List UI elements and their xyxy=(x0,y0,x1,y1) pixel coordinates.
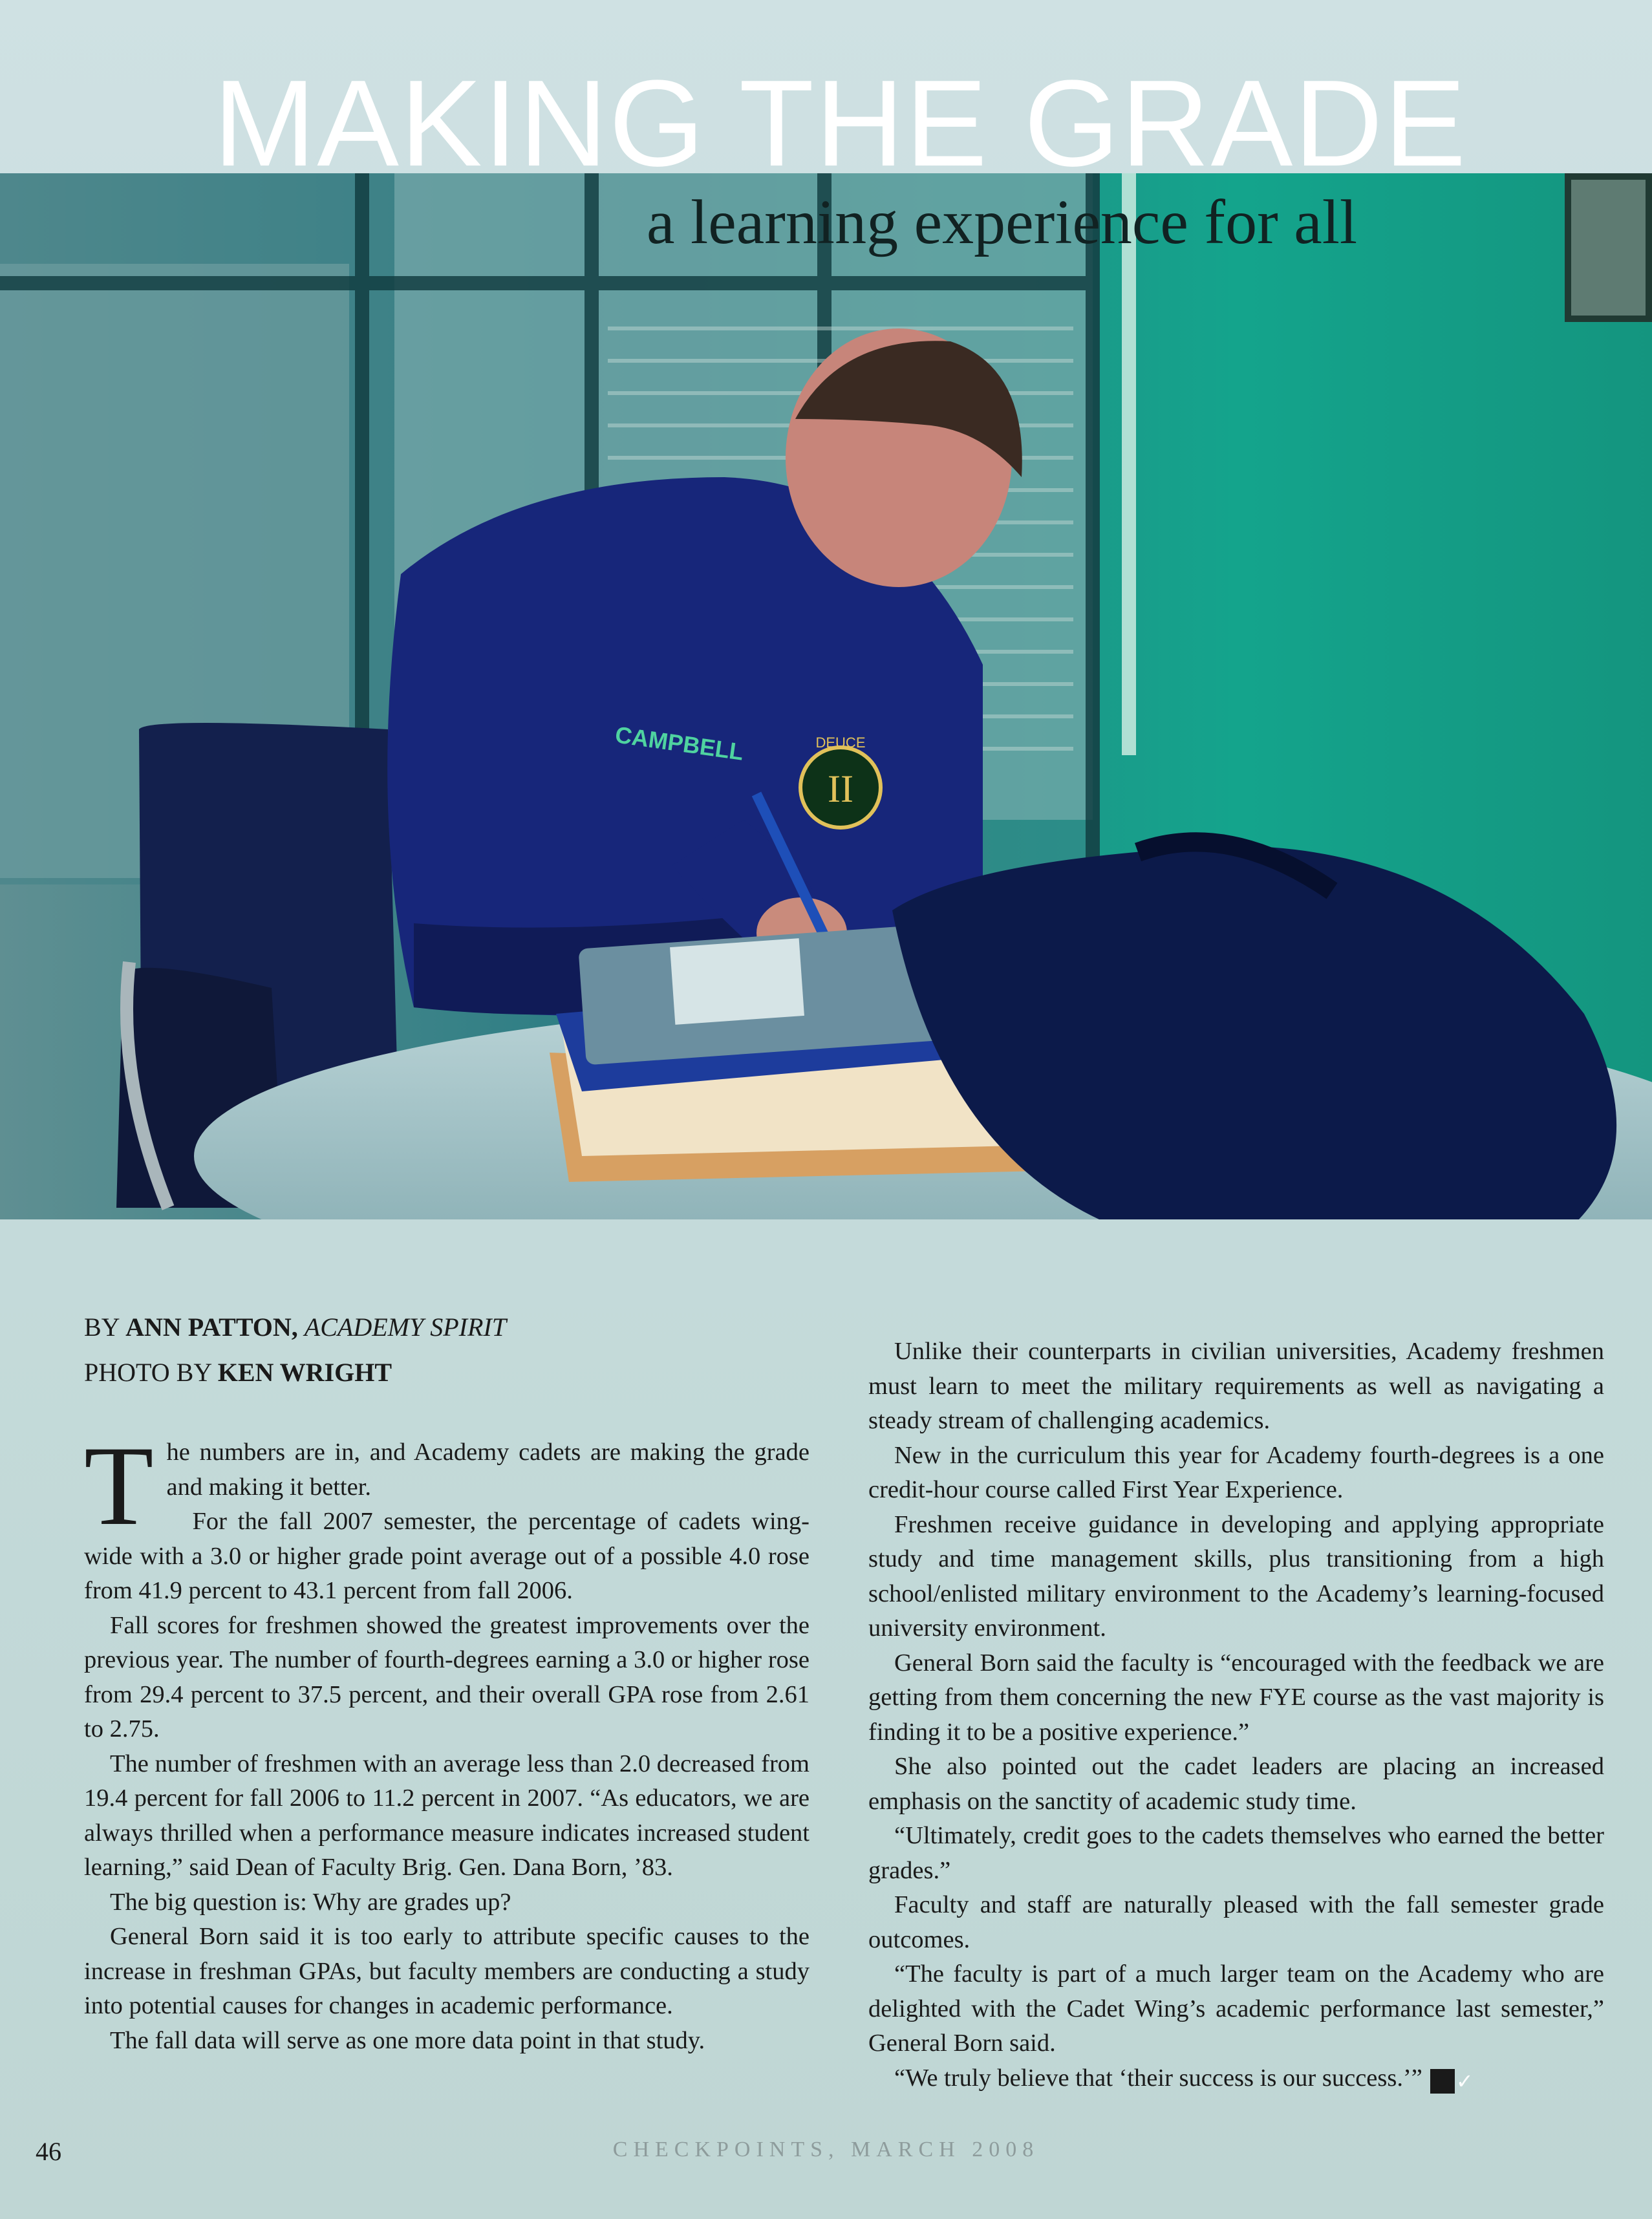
byline xyxy=(84,1305,506,1395)
author-credit xyxy=(84,1305,506,1350)
name-tag: CAMPBELL xyxy=(613,721,746,766)
patch-label: DEUCE xyxy=(815,734,866,751)
paragraph: Freshmen receive guidance in developing and applying appropriate study and time management skills, plus transitioning from a high school/enlisted military environment to the Academy’s learning-focused university environment. xyxy=(868,1510,1604,1642)
paragraph: The number of freshmen with an average less than 2.0 decreased from 19.4 percent for fall 2006 to 11.2 percent in 2007. “As educators, we are always thrilled when a performance measure indicates increased student learning,” said Dean of Faculty Brig. Gen. Dana Born, ’83. xyxy=(84,1750,810,1881)
paragraph: General Born said it is too early to attribute specific causes to the increase in freshman GPAs, but faculty members are conducting a study into potential causes for changes in academic performance. xyxy=(84,1923,810,2019)
paragraph: She also pointed out the cadet leaders are placing an increased emphasis on the sanctity of academic study time. xyxy=(868,1753,1604,1815)
paragraph: For the fall 2007 semester, the percentage of cadets wing-wide with a 3.0 or higher grade point average out of a possible 4.0 rose from 41.9 percent to 43.1 percent from fall 2006. xyxy=(84,1508,810,1604)
article-photo xyxy=(0,173,1652,1219)
paragraph: New in the curriculum this year for Academy fourth-degrees is a one credit-hour course called First Year Experience. xyxy=(868,1441,1604,1503)
closing-text: “We truly believe that ‘their success is our success.’” xyxy=(894,2064,1422,2092)
by-label: BY xyxy=(84,1313,126,1342)
closing-paragraph xyxy=(868,2061,1604,2096)
paragraph: General Born said the faculty is “encouraged with the feedback we are getting from them concerning the new FYE course as the vast majority is finding it to be a positive experience.” xyxy=(868,1649,1604,1746)
page-number: 46 xyxy=(36,2137,61,2166)
drop-cap: T xyxy=(84,1423,154,1549)
article-column-right xyxy=(868,1335,1604,2096)
paragraph: Faculty and staff are naturally pleased with the fall semester grade outcomes. xyxy=(868,1891,1604,1953)
article-subtitle: a learning experience for all xyxy=(647,188,1358,257)
paragraph: “The faculty is part of a much larger team on the Academy who are delighted with the Cadet Wing’s academic performance last semester,” General Born said. xyxy=(868,1960,1604,2057)
paragraph: “Ultimately, credit goes to the cadets themselves who earned the better grades.” xyxy=(868,1822,1604,1884)
photo-credit xyxy=(84,1350,506,1395)
patch-numeral: II xyxy=(828,767,853,810)
publication-name: ACADEMY SPIRIT xyxy=(304,1313,506,1342)
article-column-left xyxy=(84,1423,810,2058)
photographer-name: KEN WRIGHT xyxy=(217,1358,392,1387)
author-name: ANN PATTON, xyxy=(125,1313,298,1342)
article-title: MAKING THE GRADE xyxy=(213,55,1468,192)
paragraph: The fall data will serve as one more data point in that study. xyxy=(110,2026,705,2054)
paragraph: The big question is: Why are grades up? xyxy=(110,1888,511,1916)
end-mark-icon: ✓ xyxy=(1430,2069,1455,2094)
paragraph: Fall scores for freshmen showed the greatest improvements over the previous year. The number of fourth-degrees earning a 3.0 or higher rose from 29.4 percent to 37.5 percent, and their overall GPA rose from 2.61 to 2.75. xyxy=(84,1611,810,1742)
photo-label: PHOTO BY xyxy=(84,1358,218,1387)
opening-text: he numbers are in, and Academy cadets are making the grade and making it better. xyxy=(166,1439,810,1501)
paragraph: Unlike their counterparts in civilian universities, Academy freshmen must learn to meet the military requirements as well as navigating a steady stream of challenging academics. xyxy=(868,1338,1604,1434)
photo-illustration xyxy=(0,173,1652,1219)
opening-paragraph xyxy=(84,1423,810,1549)
footer-publication: CHECKPOINTS, MARCH 2008 xyxy=(612,2138,1040,2161)
